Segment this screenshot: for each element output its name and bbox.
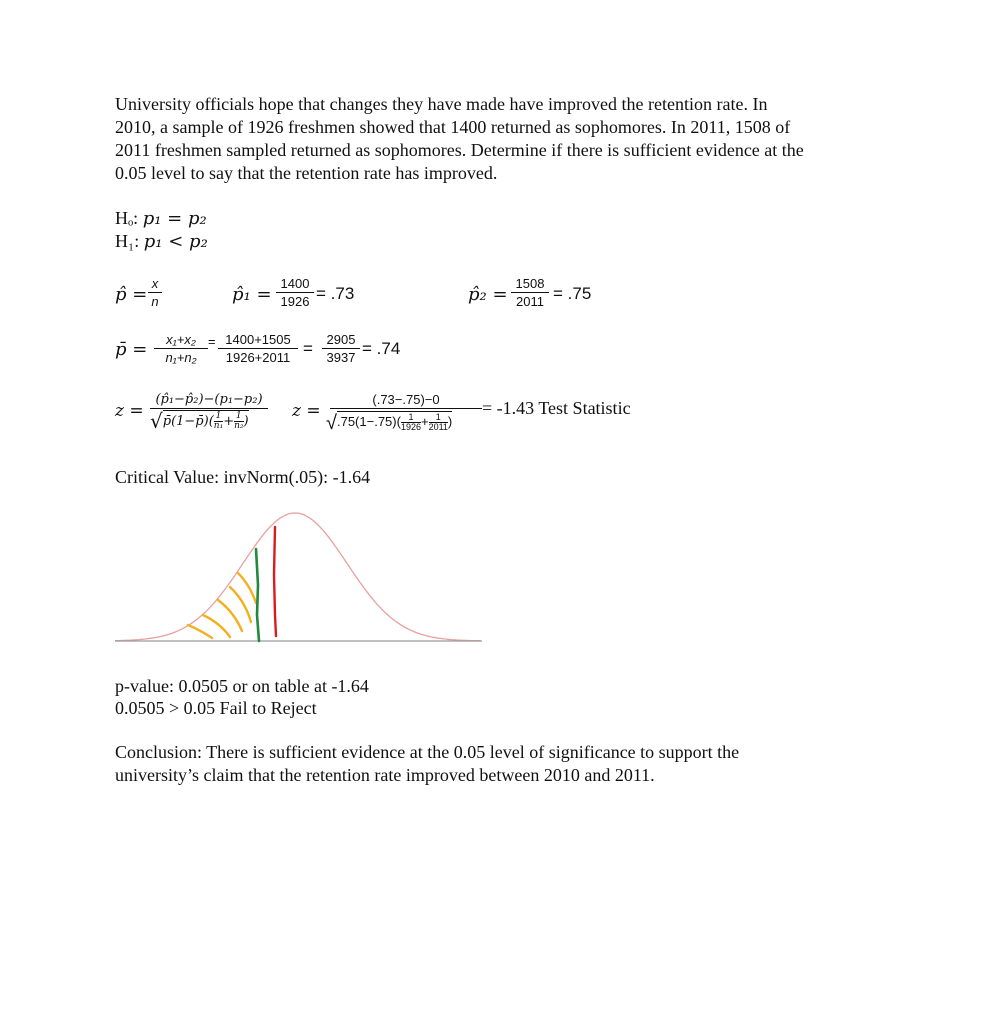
- null-hypothesis-label: Hₒ:: [115, 208, 139, 228]
- z-calc-den-frac1-num: 1: [401, 413, 421, 423]
- phat1-fraction: [276, 275, 314, 310]
- sqrt-icon: √: [150, 409, 163, 433]
- problem-line: 2010, a sample of 1926 freshmen showed that 1400 returned as sophomores. In 2011, 1508 of: [115, 117, 791, 137]
- null-hypothesis-expression: p₁ = p₂: [142, 208, 207, 229]
- problem-line: 2011 freshmen sampled returned as sophomores. Determine if there is sufficient evidence at the: [115, 140, 804, 160]
- phat1-denominator: 1926: [280, 294, 310, 309]
- z-calc-den-frac2: [429, 413, 448, 432]
- problem-line: University officials hope that changes they have made have improved the retention rate. In: [115, 94, 768, 114]
- pooled-equals-1: =: [208, 334, 216, 349]
- z-calc-den-plus: +: [420, 414, 429, 429]
- phat-general-numerator: x: [148, 275, 162, 293]
- conclusion-line: Conclusion: There is sufficient evidence at the 0.05 level of significance to support the: [115, 742, 740, 762]
- phat2-result: = .75: [553, 284, 592, 303]
- pooled-values-fraction: [218, 331, 298, 366]
- z-formula-den-frac2-num: 1: [235, 411, 242, 421]
- normal-curve-sketch: [110, 505, 490, 645]
- z-calc-den-frac1-den: 1926: [400, 422, 421, 433]
- z-formula-den-prefix: p̄(1−p̄)(: [162, 414, 214, 429]
- phat-general-lhs: p̂ =: [115, 284, 148, 305]
- phat1-result: = .73: [316, 284, 355, 303]
- z-formula-den-suffix: ): [243, 414, 249, 429]
- z-calc-den-frac2-den: 2011: [428, 422, 448, 433]
- pooled-symbolic-fraction: [154, 331, 208, 366]
- problem-statement: [115, 93, 905, 185]
- phat-general-fraction: [148, 275, 162, 310]
- z-calc-denominator: [326, 411, 452, 432]
- phat2-fraction: [511, 275, 549, 310]
- pooled-equals-2: =: [303, 339, 313, 358]
- z-formula-den-frac1: [214, 412, 223, 431]
- p-value-line: p-value: 0.0505 or on table at -1.64: [115, 676, 369, 696]
- pooled-sum-numerator: 2905: [322, 331, 360, 349]
- pooled-result: = .74: [362, 339, 401, 358]
- shade-stroke: [188, 625, 212, 638]
- z-calc-lhs: z =: [292, 401, 321, 421]
- normal-curve: [115, 513, 481, 641]
- z-calc-den-frac1: [401, 413, 421, 432]
- z-calc-numerator: (.73−.75)−0: [330, 391, 482, 409]
- z-formula-denominator: [150, 410, 249, 431]
- pooled-symbolic-denominator: n₁+n₂: [165, 350, 197, 365]
- alternative-hypothesis-label: H₁:: [115, 231, 140, 251]
- conclusion-line: university’s claim that the retention rate improved between 2010 and 2011.: [115, 765, 655, 785]
- phat2-lhs: p̂₂ =: [468, 284, 508, 305]
- z-calc-den-frac2-num: 1: [429, 413, 448, 423]
- test-statistic-result: = -1.43 Test Statistic: [482, 398, 631, 418]
- z-calc-den-suffix: ): [447, 414, 453, 429]
- shaded-tail-region: [188, 573, 256, 638]
- pooled-values-numerator: 1400+1505: [218, 331, 298, 349]
- test-statistic-line: [256, 549, 259, 641]
- pooled-sum-fraction: [322, 331, 360, 366]
- z-formula-lhs: z =: [115, 401, 144, 421]
- phat1-lhs: p̂₁ =: [232, 284, 272, 305]
- pooled-lhs: p̄ =: [115, 339, 148, 360]
- z-formula-den-frac2-den: n₂: [234, 421, 244, 431]
- z-formula-den-plus: +: [223, 414, 235, 429]
- z-formula-den-frac1-den: n₁: [213, 421, 224, 431]
- alternative-hypothesis-expression: p₁ < p₂: [143, 231, 208, 252]
- z-formula-den-frac2: [234, 412, 243, 431]
- alternative-hypothesis: [115, 231, 208, 252]
- problem-line: 0.05 level to say that the retention rate has improved.: [115, 163, 498, 183]
- sqrt-icon: √: [326, 412, 337, 434]
- phat1-numerator: 1400: [276, 275, 314, 293]
- phat2-numerator: 1508: [511, 275, 549, 293]
- pooled-values-denominator: 1926+2011: [225, 350, 291, 365]
- phat2-denominator: 2011: [516, 294, 544, 309]
- decision-line: 0.0505 > 0.05 Fail to Reject: [115, 698, 317, 718]
- z-formula-den-frac1-num: 1: [215, 411, 222, 421]
- critical-value: Critical Value: invNorm(.05): -1.64: [115, 467, 371, 487]
- null-hypothesis: [115, 208, 207, 229]
- z-formula-numerator: (p̂₁−p̂₂)−(p₁−p₂): [150, 391, 268, 409]
- z-calc-den-prefix: .75(1−.75)(: [336, 414, 401, 429]
- phat-general-denominator: n: [151, 294, 159, 309]
- pooled-sum-denominator: 3937: [326, 350, 356, 365]
- critical-value-line: [274, 527, 276, 636]
- pooled-symbolic-numerator: x₁+x₂: [154, 331, 208, 349]
